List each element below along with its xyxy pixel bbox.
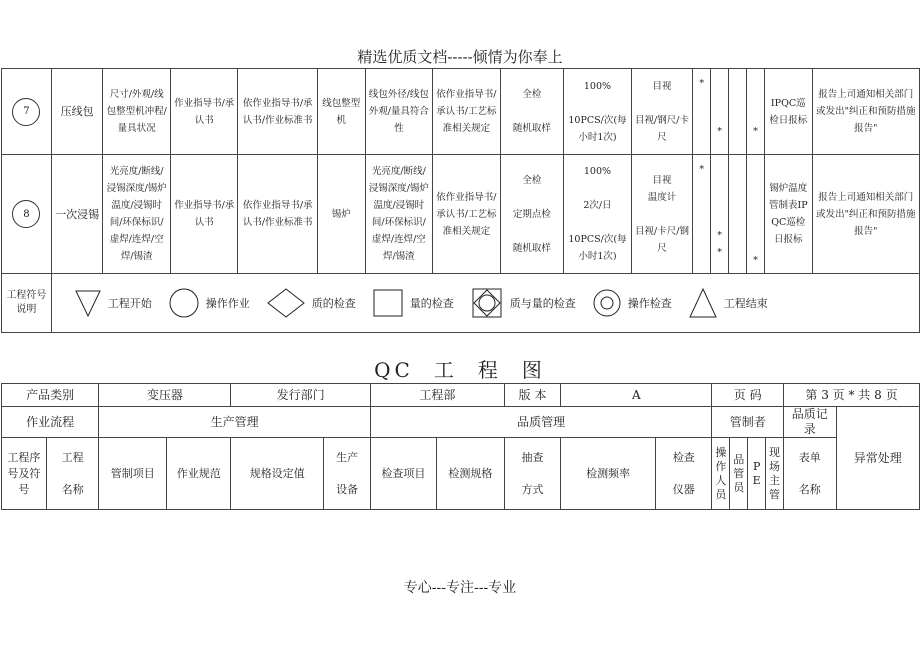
step-name: 压线包 — [51, 69, 103, 155]
control-item: 尺寸/外观/线包整型机冲程/量具状况 — [103, 69, 171, 155]
record-form: IPQC巡检日报标 — [764, 69, 812, 155]
dept-value: 工程部 — [370, 384, 504, 407]
version-label: 版 本 — [504, 384, 560, 407]
legend-operation-check: 操作检查 — [592, 288, 672, 318]
col-check-spec: 检测规格 — [436, 438, 504, 510]
setting-value: 依作业指导书/承认书/作业标准书 — [238, 155, 317, 274]
control-item: 光亮度/断线/浸锡深度/锡炉温度/浸锡时间/环保标识/虚焊/连焊/空焊/锡渣 — [103, 155, 171, 274]
check-spec: 依作业指导书/承认书/工艺标准相关规定 — [433, 69, 501, 155]
col-item: 管制项目 — [99, 438, 167, 510]
col-qc-manager: 品管员 — [730, 438, 748, 510]
equipment: 锡炉 — [317, 155, 365, 274]
check-method: 全检 定期点检 随机取样 — [500, 155, 564, 274]
record-group: 品质记录 — [783, 407, 836, 438]
col-operator: 操作人员 — [712, 438, 730, 510]
equipment: 线包整型机 — [317, 69, 365, 155]
step-number — [2, 155, 52, 274]
dept-label: 发行部门 — [231, 384, 371, 407]
production-group: 生产管理 — [99, 407, 371, 438]
square-diamond-circle-icon — [470, 286, 504, 320]
manager-group: 管制者 — [712, 407, 784, 438]
check-method: 全检 随机取样 — [500, 69, 564, 155]
page-value: 第 3 页 * 共 8 页 — [783, 384, 919, 407]
step-circle-icon: 8 — [12, 200, 40, 228]
col-method: 抽查 方式 — [504, 438, 560, 510]
col-name: 工程 名称 — [46, 438, 99, 510]
legend-end: 工程结束 — [688, 287, 768, 319]
qc-chart-header-table — [1, 383, 920, 510]
record-form: 锡炉温度管制表IPQC巡检日报标 — [764, 155, 812, 274]
pe-mark — [729, 155, 747, 274]
square-icon — [372, 288, 404, 318]
qc-manager-mark: * — [711, 69, 729, 155]
abnormal-handling: 报告上司通知相关部门或发出"纠正和预防措施报告" — [812, 69, 919, 155]
abnormal-handling: 报告上司通知相关部门或发出"纠正和预防措施报告" — [812, 155, 919, 274]
site-manager-mark: * — [747, 69, 765, 155]
col-site-manager: 现场主管 — [766, 438, 784, 510]
work-spec: 作业指导书/承认书 — [170, 69, 238, 155]
step-circle-icon: 7 — [12, 98, 40, 126]
check-instrument: 目视 温度计 目视/卡尺/钢尺 — [631, 155, 693, 274]
abnormal-group: 异常处理 — [836, 407, 919, 510]
diamond-icon — [266, 287, 306, 319]
page-footer: 专心---专注---专业 — [403, 580, 517, 596]
operator-mark: * — [693, 69, 711, 155]
operator-mark: * — [693, 155, 711, 274]
page-header: 精选优质文档-----倾情为你奉上 — [357, 48, 563, 66]
legend-quality-check: 质的检查 — [266, 287, 356, 319]
circle-icon — [168, 287, 200, 319]
table-row — [2, 69, 920, 155]
check-frequency: 100% 2次/日 10PCS/次(每小时1次) — [564, 155, 632, 274]
col-spec: 作业规范 — [167, 438, 231, 510]
triangle-icon — [688, 287, 718, 319]
legend-start: 工程开始 — [74, 288, 152, 318]
col-form: 表单 名称 — [783, 438, 836, 510]
group-row — [2, 407, 920, 438]
page-label: 页 码 — [712, 384, 784, 407]
quality-group: 品质管理 — [370, 407, 711, 438]
check-item: 线包外径/线包外观/量具符合性 — [365, 69, 433, 155]
table-row — [2, 155, 920, 274]
step-number — [2, 69, 52, 155]
legend-symbols — [51, 274, 919, 333]
page-title: QC 工 程 图 — [374, 358, 546, 382]
check-frequency: 100% 10PCS/次(每小时1次) — [564, 69, 632, 155]
legend-quantity-check: 量的检查 — [372, 288, 454, 318]
col-check-item: 检查项目 — [370, 438, 436, 510]
col-seq: 工程序号及符号 — [2, 438, 47, 510]
inverted-triangle-icon — [74, 288, 102, 318]
col-frequency: 检测频率 — [561, 438, 656, 510]
work-spec: 作业指导书/承认书 — [170, 155, 238, 274]
legend-label: 工程符号说明 — [2, 274, 52, 333]
legend-operation: 操作作业 — [168, 287, 250, 319]
process-table-top — [1, 68, 920, 333]
double-circle-icon — [592, 288, 622, 318]
check-item: 光亮度/断线/浸锡深度/锡炉温度/浸锡时间/环保标识/虚焊/连焊/空焊/锡渣 — [365, 155, 433, 274]
site-manager-mark: * — [747, 155, 765, 274]
step-name: 一次浸锡 — [51, 155, 103, 274]
check-instrument: 目视 目视/钢尺/卡尺 — [631, 69, 693, 155]
qc-manager-mark: * * — [711, 155, 729, 274]
col-pe: PE — [748, 438, 766, 510]
pe-mark — [729, 69, 747, 155]
info-row — [2, 384, 920, 407]
product-label: 产品类别 — [2, 384, 99, 407]
product-value: 变压器 — [99, 384, 231, 407]
legend-quality-quantity-check: 质与量的检查 — [470, 286, 576, 320]
setting-value: 依作业指导书/承认书/作业标准书 — [238, 69, 317, 155]
col-instrument: 检查 仪器 — [656, 438, 712, 510]
flow-group: 作业流程 — [2, 407, 99, 438]
col-equipment: 生产 设备 — [324, 438, 371, 510]
check-spec: 依作业指导书/承认书/工艺标准相关规定 — [433, 155, 501, 274]
legend-row — [2, 274, 920, 333]
version-value: A — [561, 384, 712, 407]
col-setting: 规格设定值 — [231, 438, 324, 510]
column-header-row — [2, 438, 920, 510]
